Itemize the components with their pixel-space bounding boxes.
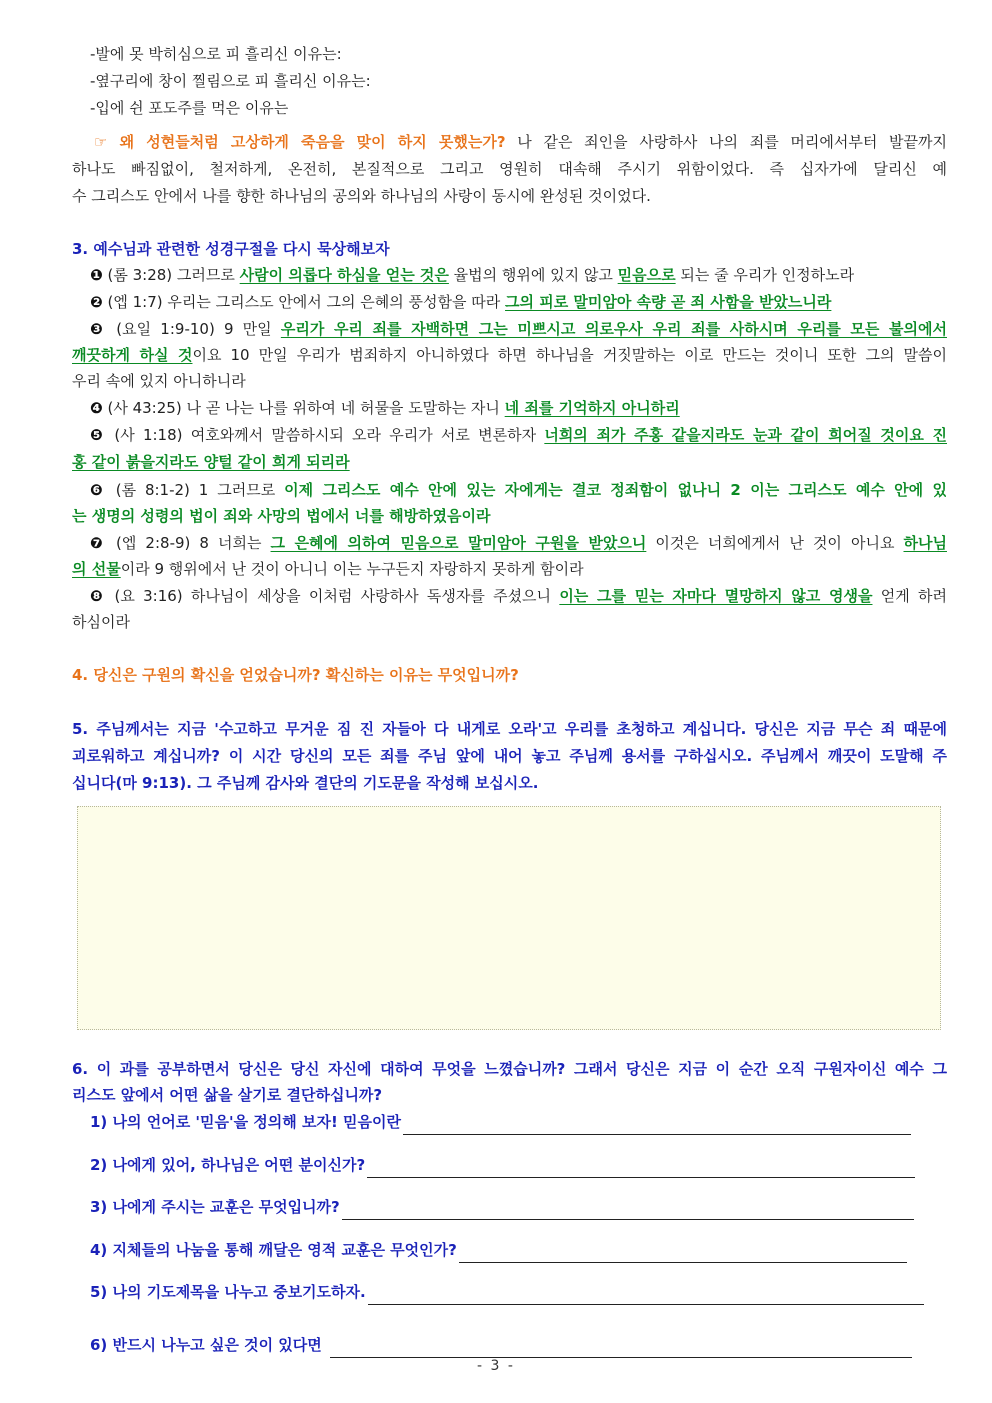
dash-line: -발에 못 박히심으로 피 흘리신 이유는: bbox=[90, 45, 342, 63]
verse-5: ❺ (사 1:18) 여호와께서 말씀하시되 오라 우리가 서로 변론하자 너희의 죄가 주홍 같을지라도 눈과 같이 희어질 것이요 진 bbox=[90, 426, 947, 444]
answer-line-3[interactable] bbox=[342, 1201, 914, 1220]
section-5-text: 십니다(마 9:13). 그 주님께 감사와 결단의 기도문을 작성해 보십시오. bbox=[72, 774, 539, 792]
verse-2: ❷ (엡 1:7) 우리는 그리스도 안에서 그의 은혜의 풍성함을 따라 그의 피로 말미암아 속량 곧 죄 사함을 받았느니라 bbox=[90, 293, 832, 311]
answer-line-2[interactable] bbox=[367, 1159, 915, 1178]
verse-8-cont: 하심이라 bbox=[72, 613, 130, 631]
verse-7-cont: 의 선물이라 9 행위에서 난 것이 아니니 이는 누구든지 자랑하지 못하게 함이라 bbox=[72, 560, 584, 578]
question-2: 2) 나에게 있어, 하나님은 어떤 분이신가? bbox=[90, 1152, 915, 1178]
verse-6-cont: 는 생명의 성령의 법이 죄와 사망의 법에서 너를 해방하였음이라 bbox=[72, 507, 491, 525]
paragraph-line: 수 그리스도 안에서 나를 향한 하나님의 공의와 하나님의 사랑이 동시에 완성된 것이었다. bbox=[72, 187, 651, 205]
question-4: 4) 지체들의 나눔을 통해 깨달은 영적 교훈은 무엇인가? bbox=[90, 1237, 907, 1263]
section-6-text: 리스도 앞에서 어떤 삶을 살기로 결단하십니까? bbox=[72, 1086, 383, 1104]
paragraph-line: ☞ 왜 성현들처럼 고상하게 죽음을 맞이 하지 못했는가? 나 같은 죄인을 사랑하사 나의 죄를 머리에서부터 발끝까지 bbox=[94, 133, 948, 151]
answer-line-5[interactable] bbox=[368, 1286, 924, 1305]
page-number: - 3 - bbox=[477, 1358, 515, 1374]
section-4-heading: 4. 당신은 구원의 확신을 얻었습니까? 확신하는 이유는 무엇입니까? bbox=[72, 666, 519, 684]
verse-1: ❶ (롬 3:28) 그러므로 사람이 의롭다 하심을 얻는 것은 율법의 행위에 있지 않고 믿음으로 되는 줄 우리가 인정하노라 bbox=[90, 266, 855, 284]
verse-3-cont: 깨끗하게 하실 것이요 10 만일 우리가 범죄하지 아니하였다 하면 하나님을 거짓말하는 이로 만드는 것이니 또한 그의 말씀이 bbox=[72, 346, 947, 364]
question-1: 1) 나의 언어로 '믿음'을 정의해 보자! 믿음이란 bbox=[90, 1109, 911, 1135]
answer-line-6[interactable] bbox=[330, 1339, 912, 1358]
verse-3-cont: 우리 속에 있지 아니하니라 bbox=[72, 372, 246, 390]
prayer-answer-box[interactable] bbox=[77, 806, 941, 1030]
question-6: 6) 반드시 나누고 싶은 것이 있다면 bbox=[90, 1332, 912, 1358]
verse-7: ❼ (엡 2:8-9) 8 너희는 그 은혜에 의하여 믿음으로 말미암아 구원을 받았으니 이것은 너희에게서 난 것이 아니요 하나님 bbox=[90, 534, 947, 552]
dash-line: -옆구리에 창이 찔림으로 피 흘리신 이유는: bbox=[90, 72, 371, 90]
question-3: 3) 나에게 주시는 교훈은 무엇입니까? bbox=[90, 1194, 914, 1220]
answer-line-4[interactable] bbox=[459, 1244, 907, 1263]
section-5-text: 괴로워하고 계십니까? 이 시간 당신의 모든 죄를 주님 앞에 내어 놓고 주님께 용서를 구하십시오. 주님께서 깨끗이 도말해 주 bbox=[72, 747, 947, 765]
section-6-text: 6. 이 과를 공부하면서 당신은 당신 자신에 대하여 무엇을 느꼈습니까? 그래서 당신은 지금 이 순간 오직 구원자이신 예수 그 bbox=[72, 1060, 947, 1078]
answer-line-1[interactable] bbox=[403, 1116, 911, 1135]
section-3-heading: 3. 예수님과 관련한 성경구절을 다시 묵상해보자 bbox=[72, 240, 390, 258]
pointer-question: ☞ 왜 성현들처럼 고상하게 죽음을 맞이 하지 못했는가? bbox=[94, 133, 506, 151]
paragraph-line: 하나도 빠짐없이, 철저하게, 온전히, 본질적으로 그리고 영원히 대속해 주시기 위함이었다. 즉 십자가에 달리신 예 bbox=[72, 160, 947, 178]
section-5-text: 5. 주님께서는 지금 '수고하고 무거운 짐 진 자들아 다 내게로 오라'고 우리를 초청하고 계십니다. 당신은 지금 무슨 죄 때문에 bbox=[72, 720, 947, 738]
verse-4: ❹ (사 43:25) 나 곧 나는 나를 위하여 네 허물을 도말하는 자니 네 죄를 기억하지 아니하리 bbox=[90, 399, 680, 417]
dash-line: -입에 쉰 포도주를 먹은 이유는 bbox=[90, 99, 289, 117]
verse-8: ❽ (요 3:16) 하나님이 세상을 이처럼 사랑하사 독생자를 주셨으니 이는 그를 믿는 자마다 멸망하지 않고 영생을 얻게 하려 bbox=[90, 587, 947, 605]
verse-3: ❸ (요일 1:9-10) 9 만일 우리가 우리 죄를 자백하면 그는 미쁘시고 의로우사 우리 죄를 사하시며 우리를 모든 불의에서 bbox=[90, 320, 947, 338]
verse-5-cont: 홍 같이 붉을지라도 양털 같이 희게 되리라 bbox=[72, 453, 350, 471]
question-5: 5) 나의 기도제목을 나누고 중보기도하자. bbox=[90, 1279, 924, 1305]
verse-6: ❻ (롬 8:1-2) 1 그러므로 이제 그리스도 예수 안에 있는 자에게는 결코 정죄함이 없나니 2 이는 그리스도 예수 안에 있 bbox=[90, 481, 947, 499]
